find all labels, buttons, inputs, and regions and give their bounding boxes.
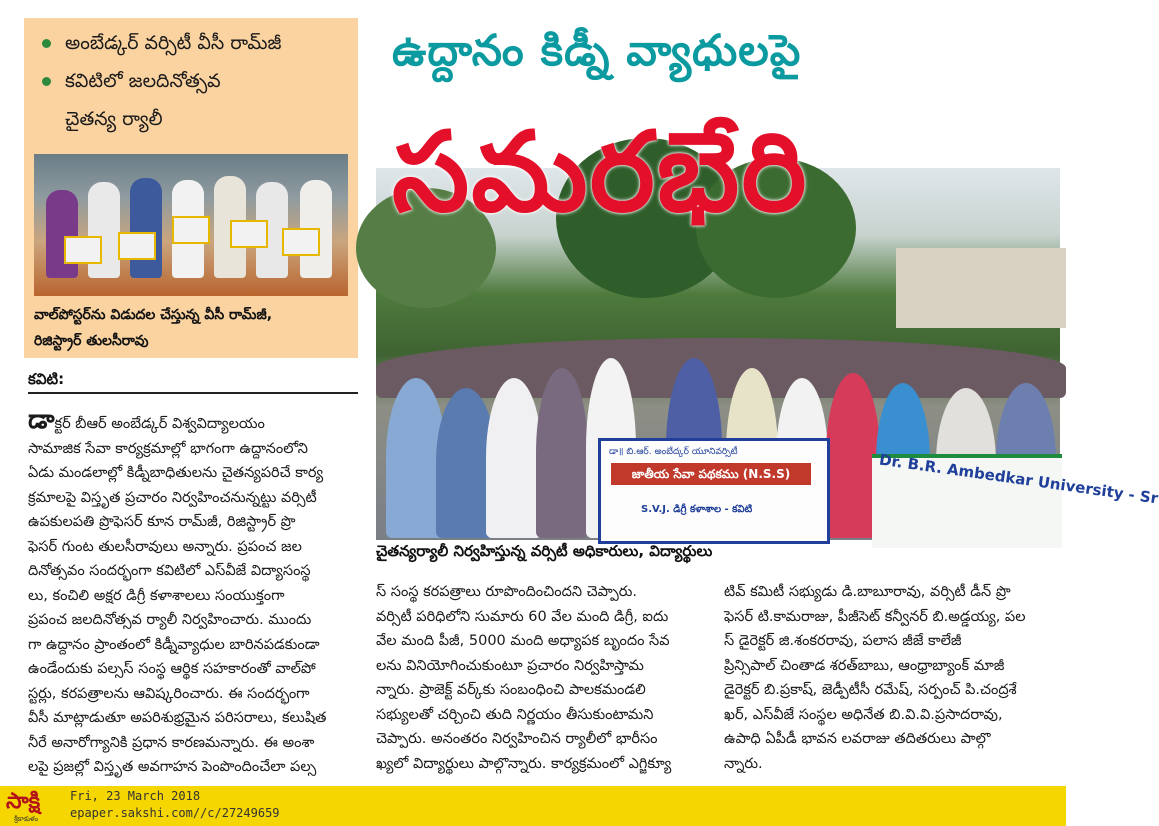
article-line: ఫెసర్‌ టి.కామరాజు, పీజీసెట్‌ కన్వీనర్‌ బి.అడ్డయ్య, పల (724, 608, 1026, 625)
poster-image (64, 236, 102, 264)
photo-caption-small (34, 302, 354, 354)
bullet-icon (42, 77, 51, 86)
edition-date: Fri, 23 March 2018 (70, 789, 201, 803)
highlight-text: అంబేడ్కర్‌ వర్సిటీ వీసీ రామ్‌జీ (65, 32, 282, 54)
caption-line: వాల్‌పోస్టర్‌ను విడుదల చేస్తున్న వీసీ రామ్‌జీ, (34, 307, 273, 323)
article-line: చెప్పారు. అనంతరం నిర్వహించిన ర్యాలీలో భారీసం (376, 731, 658, 747)
banner-text: Dr. B.R. Ambedkar University - Sr (878, 450, 1159, 508)
article-line: వేల మంది పీజీ, 5000 మంది అధ్యాపక బృందం సేవ (376, 633, 670, 649)
article-column-2 (376, 580, 714, 776)
headline-main: సమరభేరి (392, 108, 809, 236)
poster-image (282, 228, 320, 256)
article-text: క్టర్‌ బీఆర్‌ అంబేడ్కర్‌ విశ్వవిద్యాలయం (54, 416, 265, 432)
article-line: లపై ప్రజల్లో విస్తృత అవగాహన పెంపొందించేలా పల్స (28, 759, 317, 775)
article-line: ఉపకులపతి ప్రొఫెసర్‌ కూన రామ్‌జీ, రిజిస్ట్రార్‌ ప్రొ (28, 514, 296, 530)
article-line: ఖర్‌, ఎస్‌వీజే సంస్థల అధినేత బి.వి.వి.ప్రసాదరావు, (724, 706, 1003, 723)
sakshi-logo[interactable] (6, 789, 62, 823)
epaper-url[interactable]: epaper.sakshi.com//c/27249659 (70, 806, 280, 820)
poster-image (230, 220, 268, 248)
article-line: లు, కంచిలి అక్షర డిగ్రీ కళాశాలలు సంయుక్తంగా (28, 587, 285, 604)
article-line: వీసీ మాట్లాడుతూ అపరిశుభ్రమైన పరిసరాలు, కలుషిత (28, 710, 327, 726)
article-line (28, 405, 358, 437)
logo-text: సాక్షి (6, 789, 41, 814)
person-figure (46, 190, 78, 278)
person-figure (130, 178, 162, 278)
article-line: ఉపాధి ఏపీడీ భావన లవరాజు తదితరులు పాల్గొ (724, 731, 991, 747)
university-banner (872, 450, 1159, 548)
epaper-footer (0, 786, 1066, 826)
article-column-1 (28, 405, 358, 780)
poster-image (172, 216, 210, 244)
highlight-item (42, 32, 281, 59)
logo-subtext: శ్రీకాకుళం (14, 815, 39, 823)
article-line: గా ఉద్దానం ప్రాంతంలో కిడ్నీవ్యాధుల బారినపడకుండా (28, 636, 320, 653)
headline-kicker: ఉద్దానం కిడ్నీ వ్యాధులపై (392, 26, 802, 76)
nss-banner (598, 438, 830, 544)
article-line: న్నారు. (724, 755, 763, 772)
article-line: సామాజిక సేవా కార్యక్రమాల్లో భాగంగా ఉద్దానంలోని (28, 440, 308, 457)
dateline: కవిటి: (28, 370, 65, 388)
building-shape (896, 248, 1066, 328)
article-line: సభ్యులతో చర్చించి తుది నిర్ణయం తీసుకుంటామని (376, 706, 654, 723)
banner-text: డా॥ బి.ఆర్‌. అంబేద్కర్‌ యూనివర్సిటీ (609, 447, 738, 457)
article-line: క్రమాలపై విస్తృత ప్రచారం నిర్వహించనున్నట్టు వర్సిటీ (28, 489, 317, 506)
banner-text: S.V.J. డిగ్రీ కళాశాల - కవిటి (641, 504, 753, 515)
highlight-text: చైతన్య ర్యాలీ (65, 108, 163, 130)
bullet-icon (42, 39, 51, 48)
highlight-text: కవిటిలో జలదినోత్సవ (65, 70, 221, 92)
article-line: ప్రపంచ జలదినోత్సవ ర్యాలీ నిర్వహించారు. ముందు (28, 612, 312, 628)
highlight-continuation (65, 108, 163, 135)
article-line: లను వినియోగించుకుంటూ ప్రచారం నిర్వహిస్తామ (376, 657, 644, 674)
article-line: ఫెసర్‌ గుంట తులసీరావులు అన్నారు. ప్రపంచ జల (28, 538, 302, 555)
article-line: దినోత్సవం సందర్భంగా కవిటిలో ఎస్‌వీజే విద్యాసంస్థ (28, 563, 311, 579)
article-line: వర్సిటీ పరిధిలోని సుమారు 60 వేల మంది డిగ్రీ, ఐదు (376, 608, 669, 625)
rally-photo-caption: చైతన్యర్యాలీ నిర్వహిస్తున్న వర్సిటీ అధికారులు, విద్యార్థులు (376, 542, 713, 560)
caption-line: రిజిస్ట్రార్‌ తులసీరావు (34, 333, 149, 349)
person-figure (486, 378, 542, 538)
article-line: స్‌ సంస్థ కరపత్రాలు రూపొందించిందని చెప్పారు. (376, 584, 638, 600)
divider (28, 392, 358, 394)
article-line: నీరే అనారోగ్యానికి ప్రధాన కారణమన్నారు. ఈ అంశా (28, 734, 315, 751)
dropcap: డా (28, 405, 55, 435)
article-line: స్టర్లు, కరపత్రాలను ఆవిష్కరించారు. ఈ సందర్భంగా (28, 685, 310, 702)
article-column-3 (724, 580, 1060, 776)
article-line: ప్రిన్సిపాల్‌ చింతాడ శరత్‌బాబు, ఆంధ్రాబ్యాంక్‌ మాజీ (724, 657, 1005, 674)
article-line: స్‌ డైరెక్టర్‌ జి.శంకరరావు, పలాస జీజే కాలేజీ (724, 633, 962, 649)
highlight-item (42, 70, 221, 97)
banner-text: జాతీయ సేవా పథకము (N.S.S) (611, 463, 811, 485)
article-line: న్నారు. ప్రాజెక్ట్‌ వర్క్‌కు సంబంధించి పాలకమండలి (376, 682, 646, 698)
highlights-box (24, 18, 358, 358)
article-line: ఖ్యలో విద్యార్థులు పాల్గొన్నారు. కార్యక్రమంలో ఎగ్జిక్యూ (376, 755, 672, 772)
article-line: ఉండేందుకు పల్సస్‌ సంస్థ ఆర్థిక సహకారంతో వాల్‌పో (28, 661, 316, 677)
article-line: ఏడు మండలాల్లో కిడ్నీబాధితులను చైతన్యపరిచే కార్య (28, 465, 324, 481)
person-figure (536, 368, 588, 538)
poster-image (118, 232, 156, 260)
article-line: డైరెక్టర్‌ బి.ప్రకాష్‌, జెడ్పీటీసీ రమేష్‌, సర్పంచ్‌ పి.చంద్రశే (724, 682, 1017, 698)
article-line: టివ్‌ కమిటీ సభ్యుడు డి.బాబూరావు, వర్సిటీ డీన్‌ ప్రొ (724, 584, 1011, 600)
poster-release-photo (34, 154, 348, 296)
